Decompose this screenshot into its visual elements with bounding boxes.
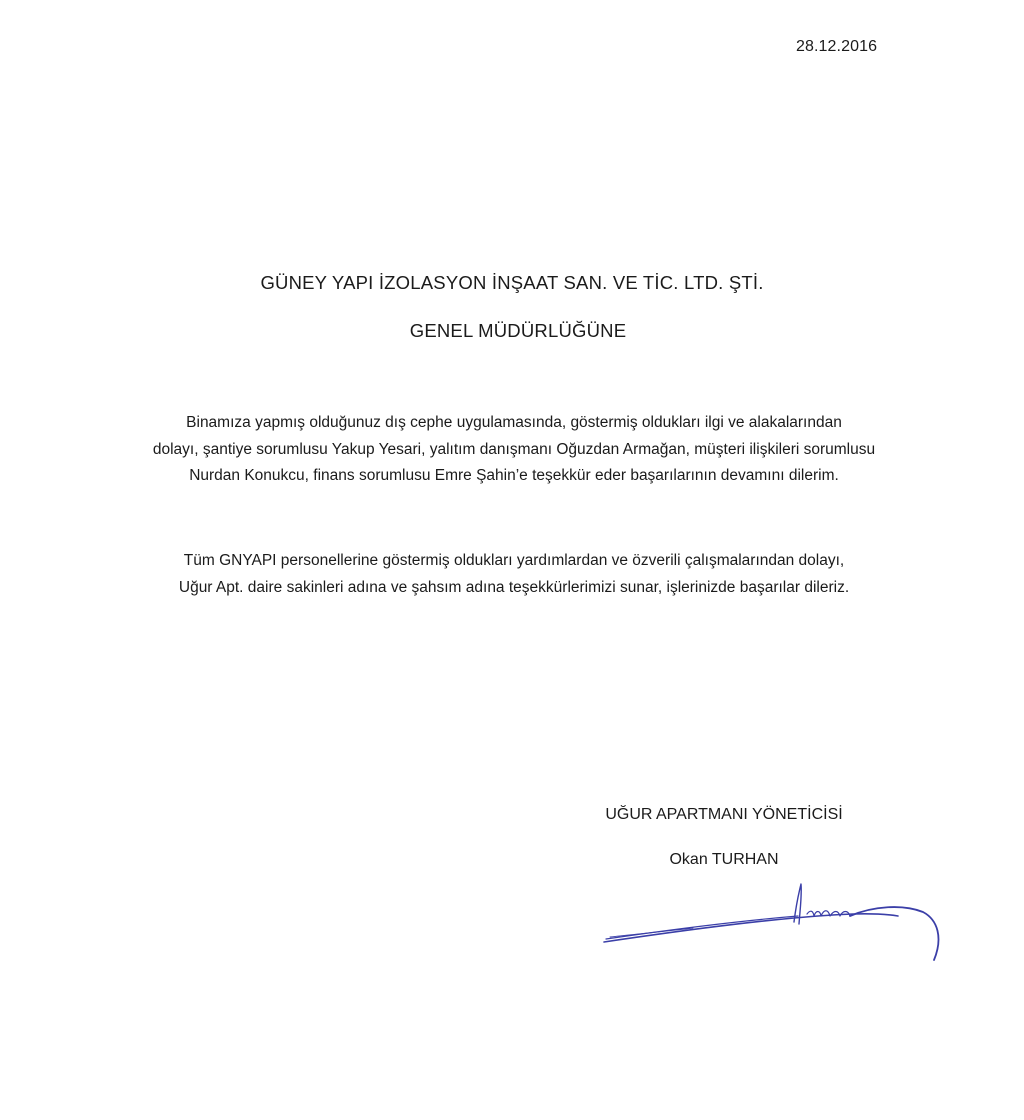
paragraph-line: Uğur Apt. daire sakinleri adına ve şahsım adına teşekkürlerimizi sunar, işlerinizde başarılar dileriz. (178, 578, 850, 596)
paragraph-thanks-all (100, 548, 928, 601)
recipient-department: GENEL MÜDÜRLÜĞÜNE (409, 320, 627, 341)
paragraph-line: Binamıza yapmış olduğunuz dış cephe uygulamasında, göstermiş oldukları ilgi ve alakalarından (186, 414, 842, 431)
recipient-company: GÜNEY YAPI İZOLASYON İNŞAAT SAN. VE TİC. LTD. ŞTİ. (260, 272, 764, 293)
paragraph-line: Tüm GNYAPI personellerine göstermiş oldukları yardımlardan ve özverili çalışmalarından dolayı, (183, 552, 845, 569)
paragraph-line: Nurdan Konukcu, finans sorumlusu Emre Şahin’e teşekkür eder başarılarının devamını dilerim. (189, 467, 839, 484)
paragraph-thanks-staff (100, 410, 928, 490)
signatory-name: Okan TURHAN (669, 851, 779, 868)
letter-date: 28.12.2016 (796, 38, 878, 55)
paragraph-line: dolayı, şantiye sorumlusu Yakup Yesari, yalıtım danışmanı Oğuzdan Armağan, müşteri ilişkileri sorumlusu (152, 440, 876, 458)
handwritten-signature (598, 876, 948, 976)
signatory-title: UĞUR APARTMANI YÖNETİCİSİ (605, 806, 843, 823)
